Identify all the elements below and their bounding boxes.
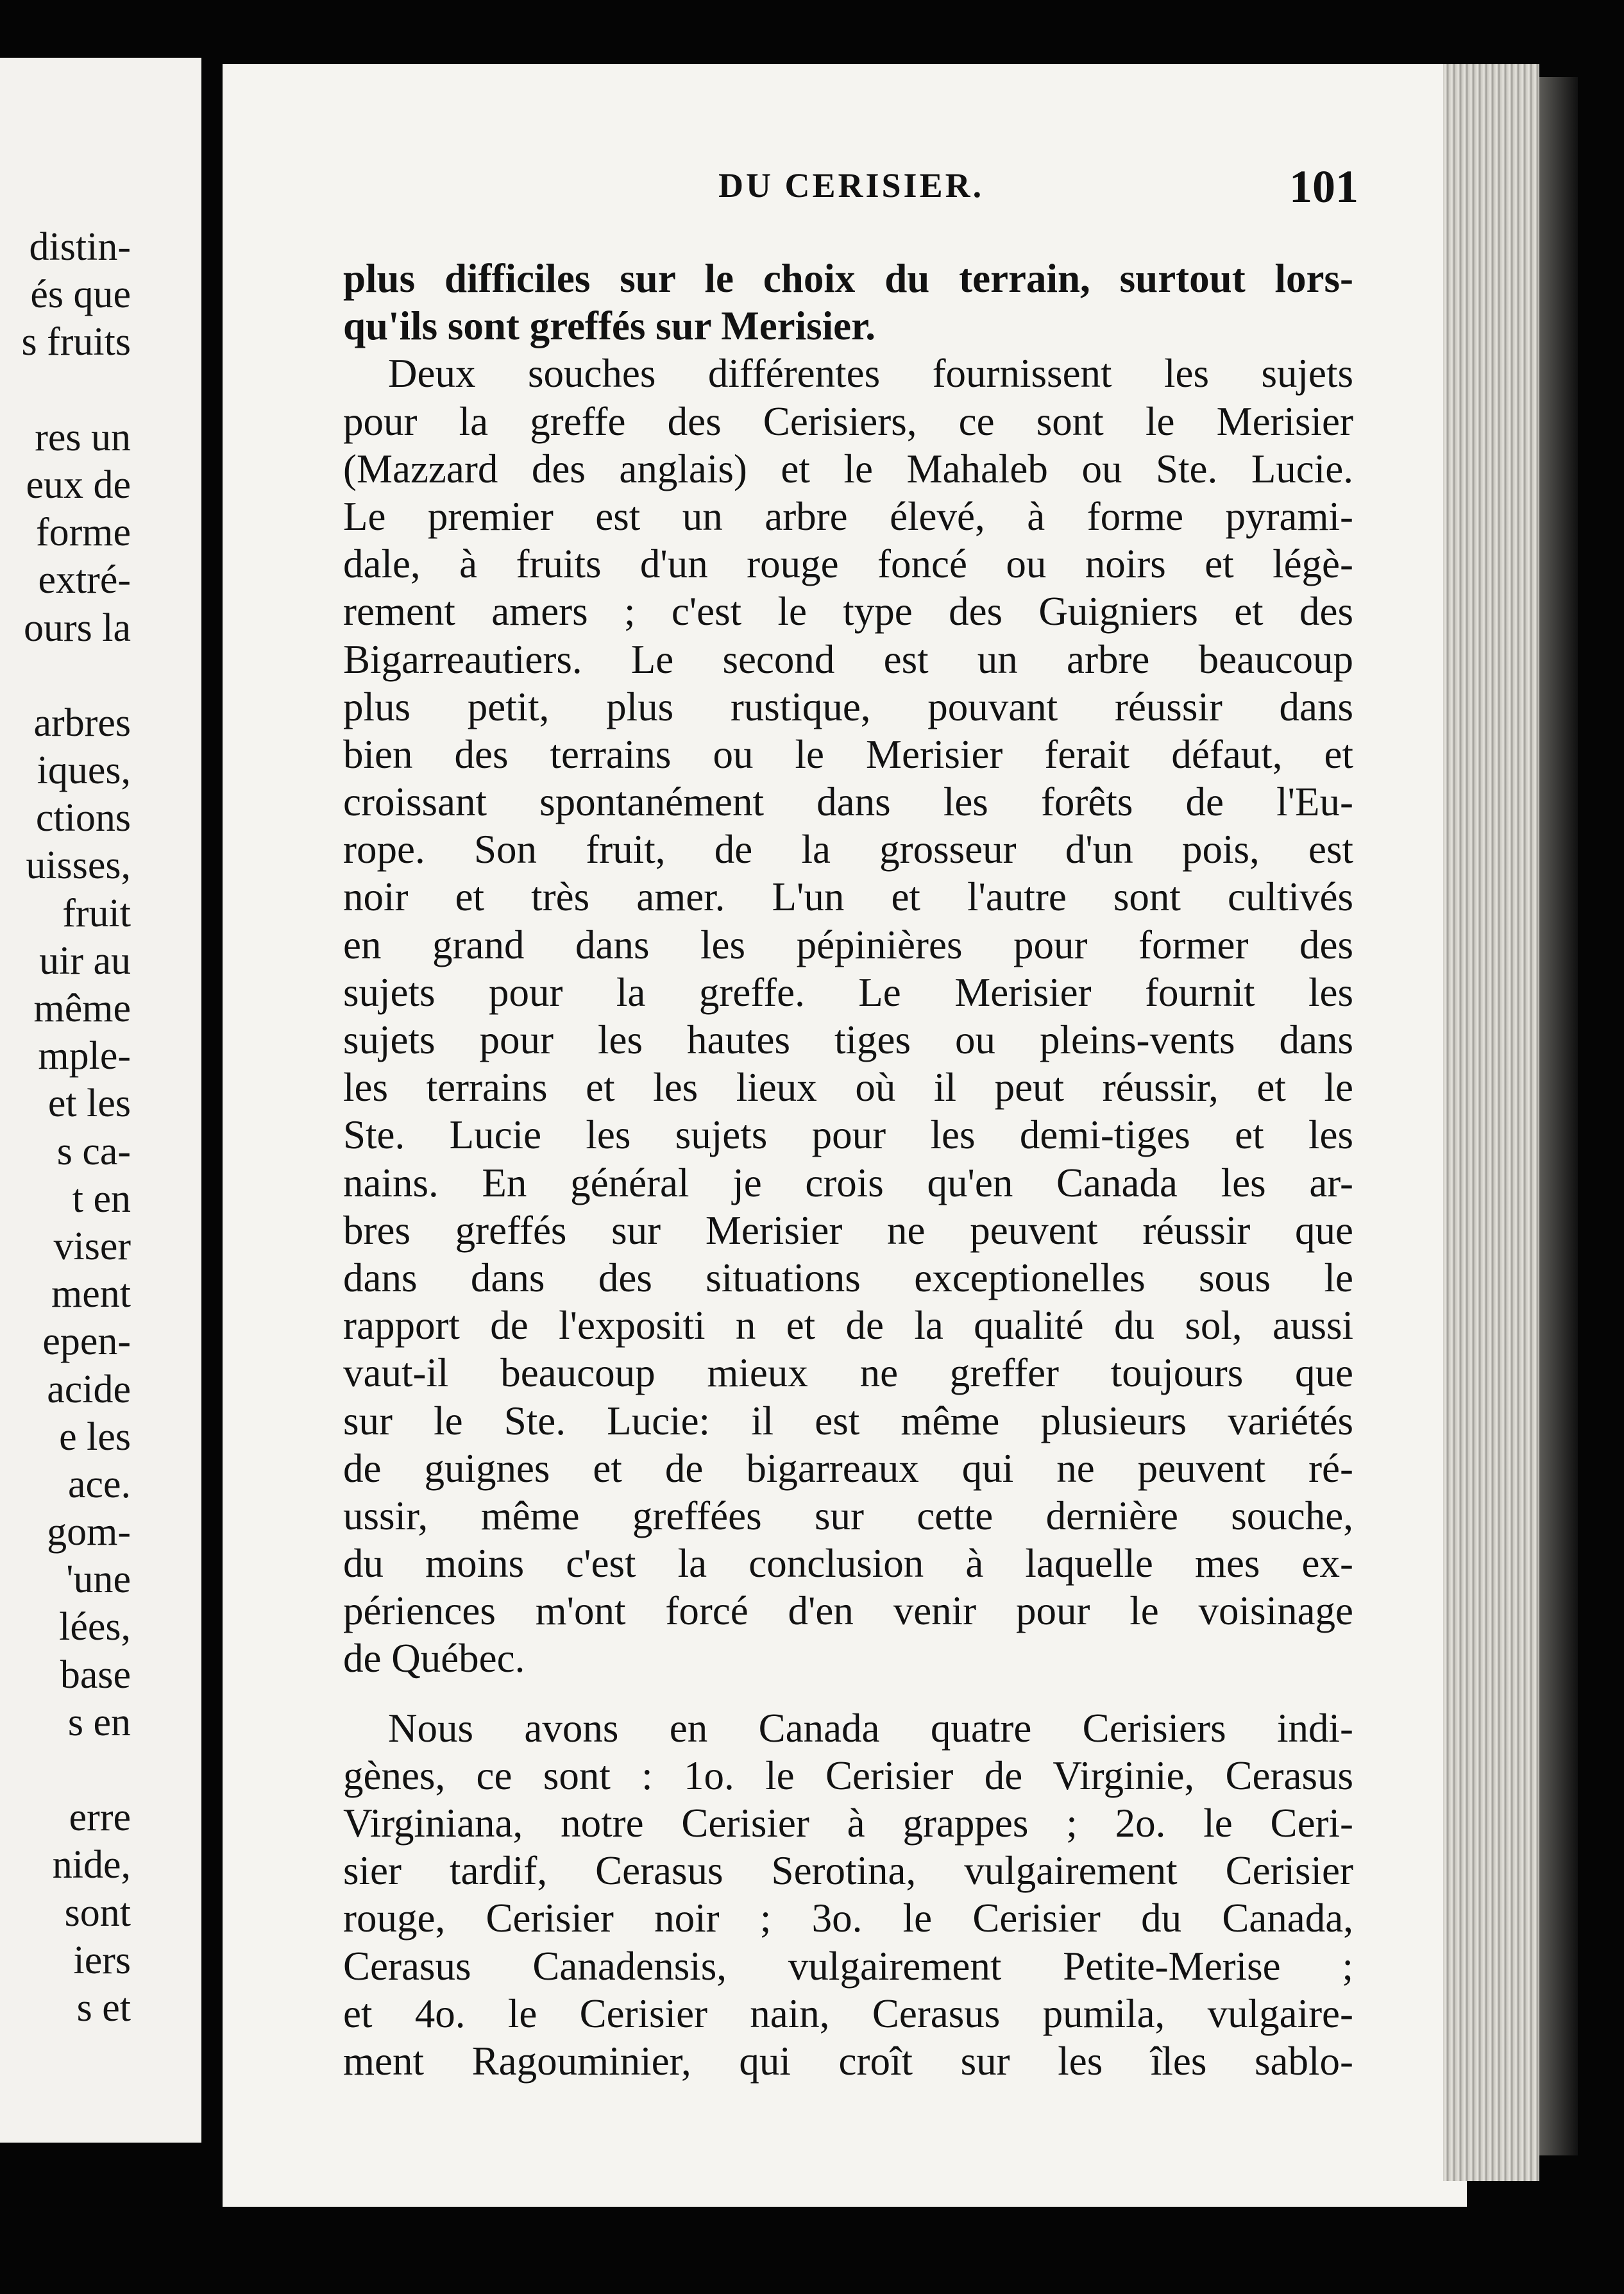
text-line: Virginiana, notre Cerisier à grappes ; 2o. le Ceri-	[343, 1801, 1353, 1846]
left-line: s en	[67, 1700, 131, 1744]
text-line: bres greffés sur Merisier ne peuvent réussir que	[343, 1207, 1353, 1253]
text-line: en grand dans les pépinières pour former des	[343, 922, 1353, 967]
left-line: t en	[72, 1177, 131, 1221]
running-head: DU CERISIER.	[718, 166, 985, 205]
left-line: s fruits	[21, 320, 131, 364]
text-line: et 4o. le Cerisier nain, Cerasus pumila, vulgaire-	[343, 1991, 1353, 2036]
text-line: Deux souches différentes fournissent les sujets	[388, 351, 1353, 396]
left-line: epen-	[42, 1320, 131, 1364]
text-line: sur le Ste. Lucie: il est même plusieurs variétés	[343, 1398, 1353, 1443]
page-edges	[1443, 64, 1539, 2181]
text-line: (Mazzard des anglais) et le Mahaleb ou Ste. Lucie.	[343, 446, 1353, 491]
left-line: nide,	[52, 1843, 131, 1887]
left-line: ctions	[35, 796, 131, 840]
text-line: qu'ils sont greffés sur Merisier.	[343, 303, 876, 349]
paragraph-3	[343, 1704, 1353, 2086]
left-line: sont	[64, 1890, 131, 1935]
paragraph-1	[343, 255, 1353, 350]
left-line: res un	[35, 415, 131, 459]
left-line: és que	[30, 273, 131, 317]
text-line: rement amers ; c'est le type des Guigniers et des	[343, 589, 1353, 634]
text-line: ment Ragouminier, qui croît sur les îles sablo-	[343, 2038, 1353, 2084]
text-line: Ste. Lucie les sujets pour les demi-tiges et les	[343, 1112, 1353, 1158]
text-line: noir et très amer. L'un et l'autre sont cultivés	[343, 874, 1353, 920]
left-line: erre	[69, 1796, 131, 1840]
left-line: fruit	[62, 891, 131, 935]
left-line	[0, 652, 131, 699]
left-line: s et	[76, 1985, 131, 2030]
text-line: du moins c'est la conclusion à laquelle mes ex-	[343, 1541, 1353, 1586]
left-line: 'une	[66, 1558, 131, 1602]
left-line: gom-	[47, 1510, 131, 1554]
left-line: extré-	[38, 558, 131, 602]
left-line: base	[60, 1653, 131, 1697]
left-line: uir au	[39, 939, 131, 983]
body-text	[343, 255, 1353, 2085]
left-line: forme	[35, 511, 131, 555]
left-line: viser	[53, 1224, 131, 1268]
text-line: périences m'ont forcé d'en venir pour le voisinage	[343, 1588, 1353, 1634]
text-line: de guignes et de bigarreaux qui ne peuvent ré-	[343, 1445, 1353, 1491]
left-line: iers	[73, 1938, 131, 1982]
text-line: vaut-il beaucoup mieux ne greffer toujours que	[343, 1350, 1353, 1396]
left-line: lées,	[59, 1605, 131, 1649]
left-line	[0, 366, 131, 414]
left-line: s ca-	[56, 1129, 131, 1173]
text-line: dale, à fruits d'un rouge foncé ou noirs et légè-	[343, 541, 1353, 587]
text-line: Nous avons en Canada quatre Cerisiers indi-	[388, 1705, 1353, 1751]
left-line: iques,	[37, 749, 131, 793]
text-line: dans dans des situations exceptionelles sous le	[343, 1255, 1353, 1300]
page-edges-shadow	[1539, 77, 1578, 2155]
text-line: bien des terrains ou le Merisier ferait défaut, et	[343, 731, 1353, 777]
left-line: et les	[47, 1082, 131, 1126]
text-line: sier tardif, Cerasus Serotina, vulgairement Cerisier	[343, 1848, 1353, 1894]
left-line: ours la	[23, 606, 131, 650]
left-line: acide	[47, 1367, 131, 1411]
left-line: e les	[59, 1415, 131, 1459]
text-line: gènes, ce sont : 1o. le Cerisier de Virginie, Cerasus	[343, 1753, 1353, 1798]
text-line: croissant spontanément dans les forêts de l'Eu-	[343, 779, 1353, 825]
text-line: nains. En général je crois qu'en Canada les ar-	[343, 1160, 1353, 1205]
paragraph-2	[343, 350, 1353, 1682]
text-line: Le premier est un arbre élevé, à forme pyrami-	[343, 493, 1353, 539]
text-line: sujets pour la greffe. Le Merisier fournit les	[343, 969, 1353, 1015]
left-line: même	[33, 987, 131, 1030]
left-line: ace.	[67, 1462, 131, 1506]
text-line: plus difficiles sur le choix du terrain, surtout lors-	[343, 256, 1353, 301]
left-line: uisses,	[26, 844, 131, 888]
text-line: pour la greffe des Cerisiers, ce sont le Merisier	[343, 398, 1353, 444]
text-line: rope. Son fruit, de la grosseur d'un pois, est	[343, 827, 1353, 872]
left-line: ment	[51, 1272, 131, 1316]
text-line: Cerasus Canadensis, vulgairement Petite-Merise ;	[343, 1943, 1353, 1989]
left-line: distin-	[29, 225, 131, 269]
text-line: Bigarreautiers. Le second est un arbre beaucoup	[343, 636, 1353, 682]
text-line: sujets pour les hautes tiges ou pleins-vents dans	[343, 1017, 1353, 1062]
text-line: ussir, même greffées sur cette dernière souche,	[343, 1493, 1353, 1538]
left-line	[0, 1746, 131, 1794]
left-line: arbres	[33, 701, 131, 745]
text-line: les terrains et les lieux où il peut réussir, et le	[343, 1065, 1353, 1110]
left-page-text	[0, 223, 131, 2032]
text-line: plus petit, plus rustique, pouvant réussir dans	[343, 684, 1353, 729]
left-page-fragment	[0, 58, 201, 2143]
text-line: rouge, Cerisier noir ; 3o. le Cerisier du Canada,	[343, 1896, 1353, 1941]
left-line: mple-	[38, 1034, 131, 1078]
text-line: de Québec.	[343, 1636, 525, 1681]
left-line: eux de	[26, 463, 131, 507]
page-number: 101	[1289, 161, 1358, 212]
text-line: rapport de l'expositi n et de la qualité du sol, aussi	[343, 1303, 1353, 1348]
